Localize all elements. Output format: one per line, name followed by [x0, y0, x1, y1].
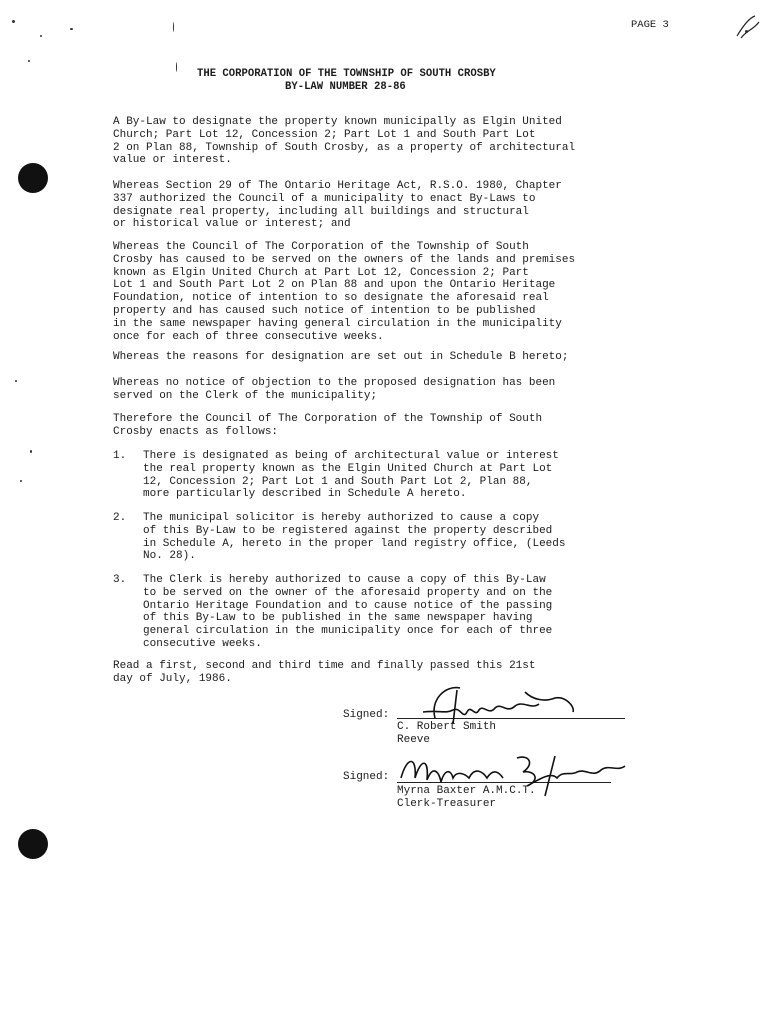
clause-1 — [113, 450, 559, 501]
scan-speck — [28, 60, 30, 62]
clause-text: The municipal solicitor is hereby authorized to cause a copy of this By-Law to be registered against the property described in Schedule A, hereto in the proper land registry office, (Leeds No. 28). — [143, 512, 566, 563]
scan-speck — [20, 480, 22, 482]
document-title: THE CORPORATION OF THE TOWNSHIP OF SOUTH CROSBY — [197, 68, 496, 80]
clause-2 — [113, 512, 566, 563]
punch-hole-top — [18, 163, 48, 193]
clause-number: 1. — [113, 450, 127, 462]
scan-speck — [30, 450, 32, 453]
signatory-name-clerk: Myrna Baxter A.M.C.T. — [397, 785, 536, 797]
clause-text: The Clerk is hereby authorized to cause a copy of this By-Law to be served on the owner of the aforesaid property and on the Ontario Heritage Foundation and to cause notice of the passing of this By-Law to be published in the same newspaper having general circulation in the municipality once for each of three consecutive weeks. — [143, 574, 553, 650]
scan-speck — [40, 35, 42, 37]
scan-speck — [12, 20, 15, 23]
paragraph-whereas-no-objection: Whereas no notice of objection to the proposed designation has been served on the Clerk of the municipality; — [113, 377, 556, 402]
scan-speck — [173, 22, 174, 32]
corner-scribble-mark — [733, 12, 763, 42]
paragraph-whereas-reasons: Whereas the reasons for designation are set out in Schedule B hereto; — [113, 351, 569, 363]
clause-number: 2. — [113, 512, 127, 524]
paragraph-enactment: Therefore the Council of The Corporation of the Township of South Crosby enacts as follows: — [113, 413, 543, 438]
signatory-title-reeve: Reeve — [397, 734, 431, 746]
signature-label-reeve: Signed: — [343, 709, 390, 721]
signature-label-clerk: Signed: — [343, 771, 390, 783]
paragraph-whereas-notice-served: Whereas the Council of The Corporation of the Township of South Crosby has caused to be served on the owners of the lands and premises known as Elgin United Church at Part Lot 12, Concession 2; Part Lot 1 and South Part Lot 2 on Plan 88 and upon the Ontario Heritage Foundation, notice of intention to so designate the aforesaid real property and has caused such notice of intention to be published in the same newspaper having general circulation in the municipality once for each of three consecutive weeks. — [113, 241, 576, 343]
clause-number: 3. — [113, 574, 127, 586]
paragraph-bylaw-purpose: A By-Law to designate the property known municipally as Elgin United Church; Part Lot 12, Concession 2; Part Lot 1 and South Part Lot 2 on Plan 88, Township of South Crosby, as a property of architectural value or interest. — [113, 116, 576, 167]
scan-speck — [15, 380, 17, 382]
signatory-title-clerk: Clerk-Treasurer — [397, 798, 497, 810]
punch-hole-bottom — [18, 829, 48, 859]
page-number: PAGE 3 — [631, 19, 669, 31]
scan-speck — [176, 62, 177, 72]
paragraph-readings-passed: Read a first, second and third time and finally passed this 21st day of July, 1986. — [113, 660, 536, 685]
clause-3 — [113, 574, 553, 650]
paragraph-whereas-heritage-act: Whereas Section 29 of The Ontario Heritage Act, R.S.O. 1980, Chapter 337 authorized the Council of a municipality to enact By-Laws to designate real property, including all buildings and structural or historical value or interest; and — [113, 180, 562, 231]
signatory-name-reeve: C. Robert Smith — [397, 721, 497, 733]
clause-text: There is designated as being of architectural value or interest the real property known as the Elgin United Church at Part Lot 12, Concession 2; Part Lot 1 and South Part Lot 2, Plan 88, more particularly described in Schedule A hereto. — [143, 450, 559, 501]
bylaw-number: BY-LAW NUMBER 28-86 — [285, 81, 406, 93]
scan-speck — [70, 28, 73, 30]
